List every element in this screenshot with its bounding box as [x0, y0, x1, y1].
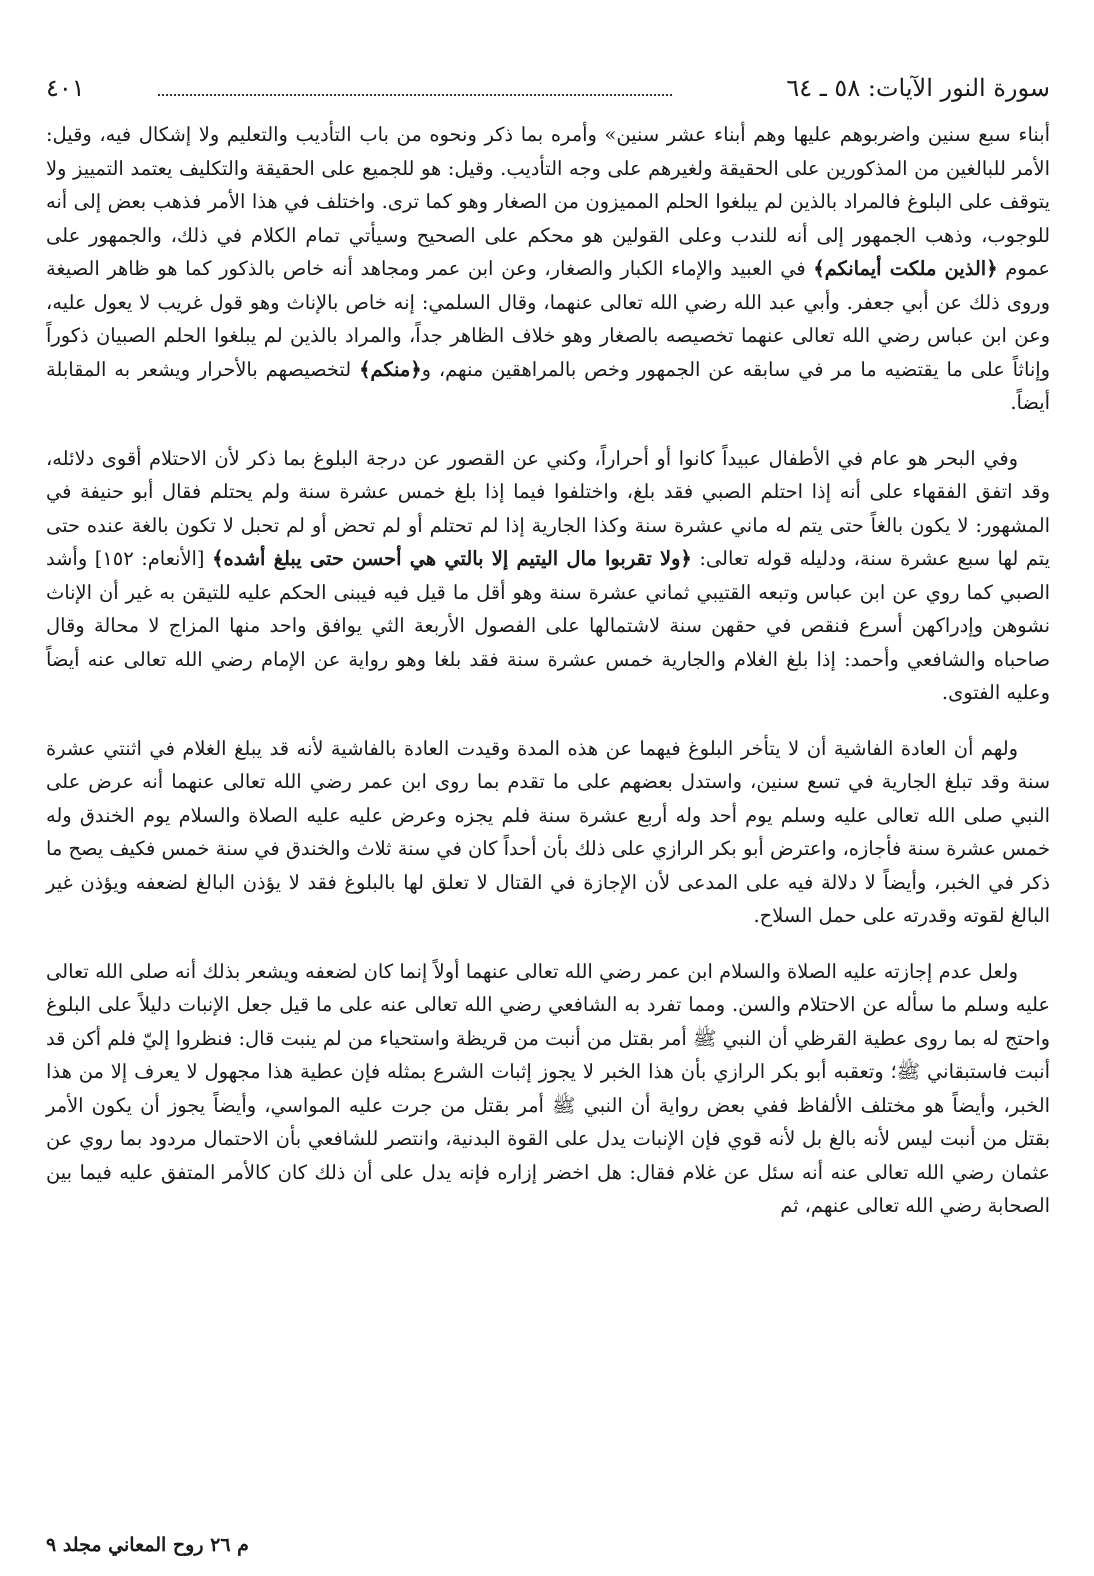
text-segment: [الأنعام: ١٥٢] وأشد الصبي كما روي عن ابن عباس وتبعه القتيبي ثماني عشرة سنة وهو أقل ما قيل فيه فيبنى الحكم عليه للتيقن به غير أن الإناث نشوهن وإدراكهن أسرع فنقص في حقهن سنة لاشتمالها على الفصول الأربعة الثي يوافق واحد منها المزاج لا محالة وقال صاحباه والشافعي وأحمد: إذا بلغ الغلام والجارية خمس عشرة سنة فقد بلغا وهو رواية عن الإمام رضي الله تعالى عنه أيضاً وعليه الفتوى.: [46, 547, 1050, 704]
page: [46, 74, 1050, 1245]
signature-mark: م ٢٦ روح المعاني مجلد ٩: [46, 1534, 249, 1556]
header-leader-dots: [158, 94, 672, 96]
text-segment: في العبيد والإماء الكبار والصغار، وعن ابن عمر ومجاهد أنه خاص بالذكور كما هو ظاهر الصيغة وروى ذلك عن أبي جعفر. وأبي عبد الله رضي الله تعالى عنهما، وقال السلمي: إنه خاص بالإناث وهو قول غريب لا يعول عليه، وعن ابن عباس رضي الله تعالى عنهما تخصيصه بالصغار وهو خلاف الظاهر جداً، والمراد بالذين لم يبلغوا الحلم الصبيان ذكوراً وإناثاً على ما يقتضيه ما مر في سابقه عن الجمهور وخص بالمراهقين منهم، و: [46, 257, 1050, 381]
text-segment: أبناء سبع سنين واضربوهم عليها وهم أبناء عشر سنين» وأمره بما ذكر ونحوه من باب التأديب والتعليم ولا إشكال فيه، وقيل: الأمر للبالغين من المذكورين على الحقيقة ولغيرهم على وجه التأديب. وقيل: هو للجميع على الحقيقة والتكليف يعتمد التمييز ولا يتوقف على البلوغ فالمراد بالذين لم يبلغوا الحلم المميزون من الصغار وهو كما ترى. واختلف في هذا الأمر فذهب بعض إلى أنه للوجوب، وذهب الجمهور إلى أنه للندب وعلى القولين هو محكم على الصحيح وسيأتي تمام الكلام في ذلك، والجمهور على عموم: [46, 123, 1051, 280]
text-segment: ولعل عدم إجازته عليه الصلاة والسلام ابن عمر رضي الله تعالى عنهما أولاً إنما كان لضعفه ويشعر بذلك أنه صلى الله تعالى عليه وسلم ما سأله عن الاحتلام والسن. ومما تفرد به الشافعي رضي الله تعالى عنه على ما قيل جعل الإنبات دليلاً على البلوغ واحتج له بما روى عطية القرظي أن النبي ﷺ أمر بقتل من أنبت من قريظة واستحياء من لم ينبت قال: فنظروا إليّ فلم أكن قد أنبت فاستبقاني ﷺ؛ وتعقبه أبو بكر الرازي بأن هذا الخبر لا يجوز إثبات الشرع بمثله فإن عطية هذا مجهول لا يعرف إلا من هذا الخبر، وأيضاً هو مختلف الألفاظ ففي بعض رواية أن النبي ﷺ أمر بقتل من جرت عليه المواسي، وأيضاً يجوز أن يكون الأمر بقتل من أنبت ليس لأنه بالغ بل لأنه قوي فإن الإنبات يدل على القوة البدنية، وانتصر للشافعي بأن الاحتمال مردود بما روي عن عثمان رضي الله تعالى عنه أنه سئل عن غلام فقال: هل اخضر إزاره فإنه يدل على أن ذلك كان كالأمر المتفق عليه فيما بين الصحابة رضي الله تعالى عنهم، ثم: [46, 959, 1050, 1217]
paragraph: [46, 955, 1050, 1223]
quran-verse: ﴿منكم﴾: [359, 357, 422, 381]
running-header: [46, 74, 1050, 108]
quran-verse: ﴿ولا تقربوا مال اليتيم إلا بالتي هي أحسن حتى يبلغ أشده﴾: [212, 547, 692, 570]
text-segment: لتخصيصهم بالأحرار ويشعر به المقابلة أيضاً.: [46, 357, 1050, 414]
text-segment: ولهم أن العادة الفاشية أن لا يتأخر البلوغ فيهما عن هذه المدة وقيدت العادة بالفاشية لأنه قد يبلغ الغلام في اثنتي عشرة سنة وقد تبلغ الجارية في تسع سنين، واستدل بعضهم على ما تقدم بما روى ابن عمر رضي الله تعالى عنهما أنه عرض على النبي صلى الله تعالى عليه وسلم يوم أحد وله أربع عشرة سنة فلم يجزه وعرض عليه عليه الصلاة والسلام يوم الخندق وله خمس عشرة سنة فأجازه، واعترض أبو بكر الرازي على ذلك بأن أحداً كان في سنة ثلاث والخندق في سنة خمس فكيف يصح ما ذكر في الخبر، وأيضاً لا دلالة فيه على المدعى لأن الإجازة في القتال لا تعلق لها بالبلوغ فقد لا يؤذن البالغ لضعفه ويؤذن غير البالغ لقوته وقدرته على حمل السلاح.: [46, 736, 1050, 927]
paragraph: [46, 118, 1050, 420]
paragraph: [46, 442, 1050, 710]
page-number: ٤٠١: [46, 74, 85, 102]
paragraph: [46, 732, 1050, 933]
quran-verse: ﴿الذين ملكت أيمانكم﴾: [813, 257, 998, 280]
header-title: سورة النور الآيات: ٥٨ ـ ٦٤: [786, 74, 1050, 102]
text-segment: وفي البحر هو عام في الأطفال عبيداً كانوا أو أحراراً، وكني عن القصور عن درجة البلوغ بما ذكر لأن الاحتلام أقوى دلائله، وقد اتفق الفقهاء على أنه إذا احتلم الصبي فقد بلغ، واختلفوا فيما إذا بلغ خمس عشرة سنة ولم يحتلم فقال أبو حنيفة في المشهور: لا يكون بالغاً حتى يتم له ماني عشرة سنة وكذا الجارية إذا لم تحتلم أو لم تحض أو لم تحبل لا تكون بالغة عنده حتى يتم لها سبع عشرة سنة، ودليله قوله تعالى:: [46, 446, 1051, 570]
body-text: [46, 118, 1050, 1223]
